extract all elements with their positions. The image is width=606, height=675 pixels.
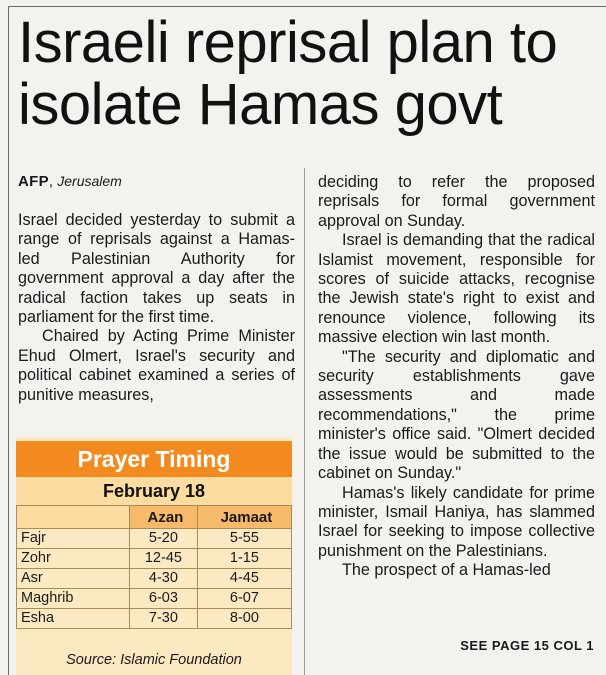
prayer-timing-title: Prayer Timing (16, 441, 292, 477)
paragraph: Israel is demanding that the radical Islamist movement, responsible for scores of suicide attacks, recognise the Jewish state's right to exist and renounce violence, following its massive election win last month. (318, 231, 595, 347)
left-rule (8, 6, 9, 675)
prayer-name: Maghrib (17, 589, 130, 609)
jamaat-time: 4-45 (197, 569, 291, 589)
table-header-row (17, 506, 292, 529)
article-column-1 (18, 211, 295, 405)
paragraph: Israel decided yesterday to submit a range of reprisals against a Hamas-led Palestinian Authority for government approval a day after the radical faction takes up seats in parliament for the first time. (18, 211, 295, 327)
table-row (17, 569, 292, 589)
byline-separator: , (48, 173, 54, 190)
table-row (17, 529, 292, 549)
article-column-2 (318, 173, 595, 581)
column-divider (304, 168, 305, 675)
prayer-name: Asr (17, 569, 130, 589)
top-rule (8, 6, 606, 7)
jamaat-time: 8-00 (197, 609, 291, 629)
azan-time: 6-03 (130, 589, 198, 609)
byline-city: Jerusalem (57, 173, 122, 189)
headline-line-2: isolate Hamas govt (18, 72, 503, 137)
paragraph: deciding to refer the proposed reprisals for formal government approval on Sunday. (318, 173, 595, 230)
table-row (17, 589, 292, 609)
azan-time: 7-30 (130, 609, 198, 629)
jamaat-time: 1-15 (197, 549, 291, 569)
azan-time: 4-30 (130, 569, 198, 589)
jamaat-time: 5-55 (197, 529, 291, 549)
prayer-timing-box (16, 437, 292, 675)
prayer-name: Zohr (17, 549, 130, 569)
table-row (17, 549, 292, 569)
azan-time: 5-20 (130, 529, 198, 549)
paragraph: Hamas's likely candidate for prime minister, Ismail Haniya, has slammed Israel for seeking to impose collective punishment on the Palestinians. (318, 483, 595, 560)
prayer-timing-table (16, 505, 292, 629)
prayer-name: Fajr (17, 529, 130, 549)
header-blank (17, 506, 130, 529)
jamaat-time: 6-07 (197, 589, 291, 609)
byline-agency: AFP (18, 173, 49, 190)
prayer-timing-date: February 18 (16, 477, 292, 505)
headline (18, 12, 603, 136)
table-row (17, 609, 292, 629)
byline (18, 172, 122, 191)
header-azan: Azan (130, 506, 198, 529)
headline-line-1: Israeli reprisal plan to (18, 10, 558, 75)
paragraph: "The security and diplomatic and security establishments gave assessments and made recommendations," the prime minister's office said. "Olmert decided the issue would be submitted to the cabinet on Sunday." (318, 347, 595, 483)
header-jamaat: Jamaat (197, 506, 291, 529)
paragraph: The prospect of a Hamas-led (342, 561, 551, 580)
prayer-timing-source: Source: Islamic Foundation (66, 652, 242, 668)
azan-time: 12-45 (130, 549, 198, 569)
continuation-jump: SEE PAGE 15 COL 1 (460, 638, 594, 653)
paragraph: Chaired by Acting Prime Minister Ehud Olmert, Israel's security and political cabinet examined a series of punitive measures, (18, 327, 295, 404)
prayer-name: Esha (17, 609, 130, 629)
